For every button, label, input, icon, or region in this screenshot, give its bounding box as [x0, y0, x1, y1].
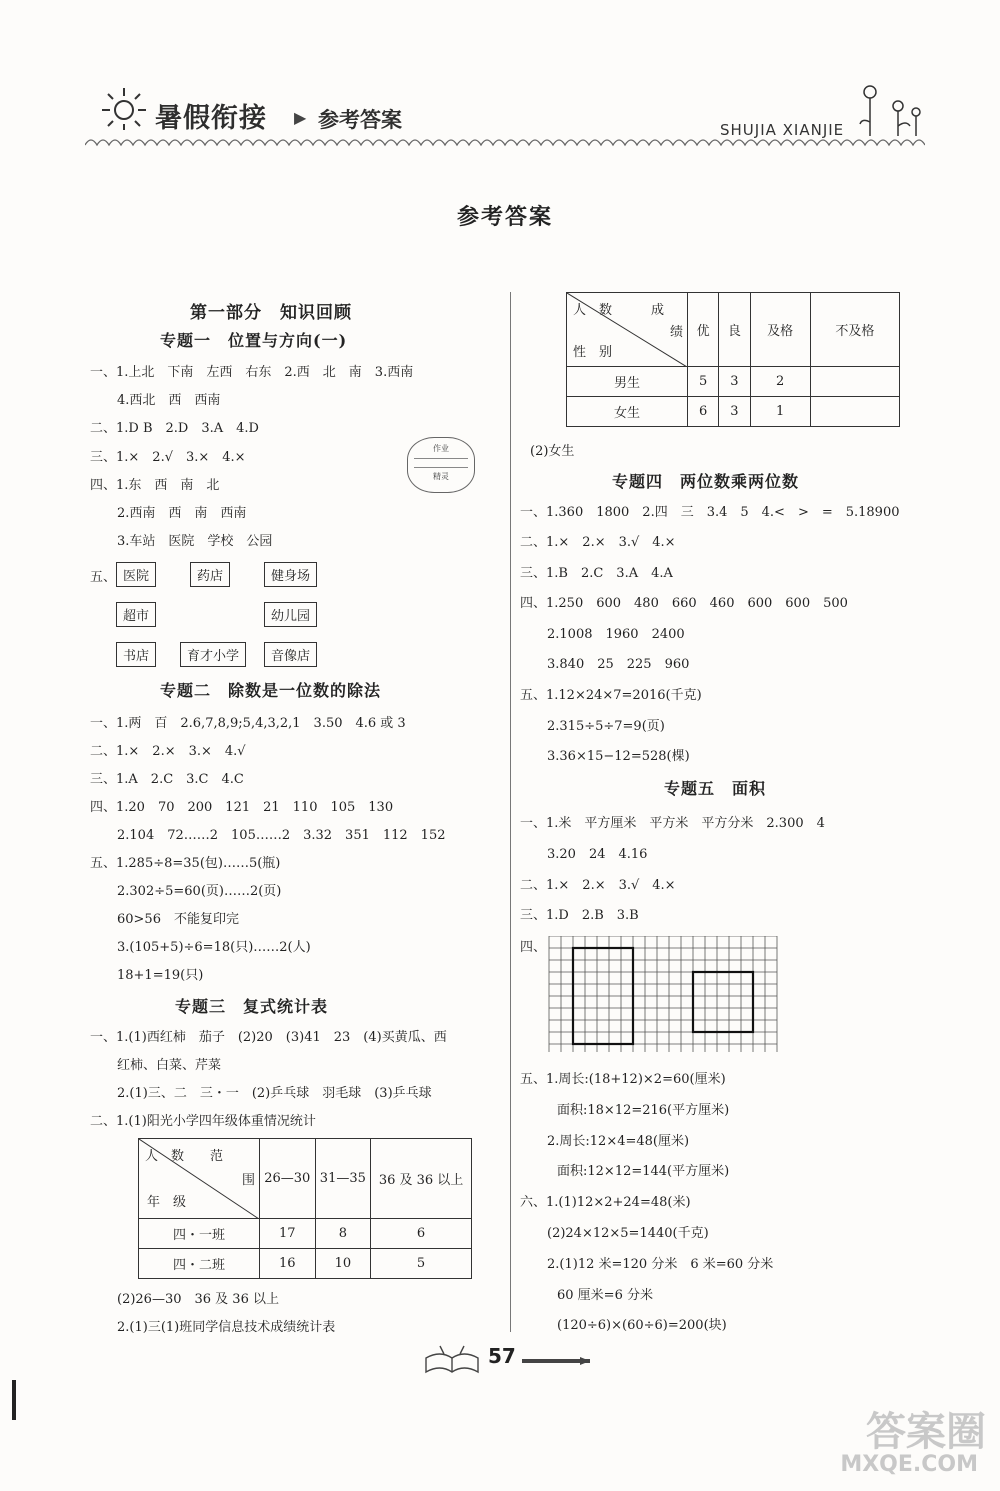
- header-wave-divider: [85, 137, 925, 151]
- table-row: [567, 397, 900, 427]
- topic3-title: 专题三 复式统计表: [175, 997, 329, 1016]
- table-cell: 6: [688, 397, 719, 427]
- part-title: 第一部分 知识回顾: [190, 303, 352, 323]
- table-header: 26—30: [260, 1139, 316, 1219]
- map-box-gym: 健身场: [264, 562, 317, 587]
- topic2-line: 2.302÷5=60(页)……2(页): [104, 884, 282, 899]
- topic5-line: 三、1.D 2.B 3.B: [520, 908, 639, 923]
- column-divider: [510, 292, 511, 1332]
- topic2-line: 一、1.两 百 2.6,7,8,9;5,4,3,2,1 3.50 4.6 或 3: [90, 716, 406, 731]
- topic1-title: 专题一 位置与方向(一): [160, 331, 348, 350]
- table-cell: 四・一班: [139, 1219, 260, 1249]
- table-corner: [567, 293, 688, 367]
- corner-label: 人 数 范: [145, 1149, 224, 1164]
- table-header: 31—35: [315, 1139, 371, 1219]
- topic5-line: 面积:18×12=216(平方厘米): [544, 1103, 730, 1118]
- page-title: 参考答案: [456, 204, 553, 230]
- table-header: 不及格: [810, 293, 899, 367]
- flowers-icon: [858, 82, 928, 138]
- topic5-line: 面积:12×12=144(平方厘米): [544, 1164, 730, 1179]
- topic4-line: 3.36×15−12=528(棵): [534, 749, 690, 764]
- table-cell: 四・二班: [139, 1249, 260, 1279]
- map-box-pharmacy: 药店: [190, 562, 230, 587]
- table-cell: 8: [315, 1219, 371, 1249]
- topic2-line: 3.(105+5)÷6=18(只)……2(人): [104, 940, 311, 955]
- topic1-line: 3.车站 医院 学校 公园: [104, 534, 273, 549]
- sun-logo-icon: [98, 86, 150, 132]
- stamp-text: 精灵: [433, 472, 449, 481]
- table-row: [139, 1219, 472, 1249]
- corner-label: 围: [241, 1173, 255, 1188]
- topic2-line: 三、1.A 2.C 3.C 4.C: [90, 772, 244, 787]
- page-number: 57: [488, 1344, 516, 1368]
- header-brand: 暑假衔接: [155, 103, 267, 134]
- table-cell: 3: [719, 397, 750, 427]
- stamp-text: 作业: [433, 444, 449, 453]
- topic4-line: 2.315÷5÷7=9(页): [534, 719, 665, 734]
- map-box-bookstore: 书店: [116, 642, 156, 667]
- map-box-supermarket: 超市: [116, 602, 156, 627]
- table-cell: 10: [315, 1249, 371, 1279]
- table-cell: 2: [750, 367, 810, 397]
- table-cell: [810, 397, 899, 427]
- topic5-line: 60 厘米=6 分米: [544, 1288, 653, 1303]
- stamp: [407, 437, 475, 493]
- header-pinyin: SHUJIA XIANJIE: [720, 121, 845, 139]
- table-cell: 5: [688, 367, 719, 397]
- watermark-logo: 答案圈: [866, 1409, 986, 1455]
- topic4-line: 一、1.360 1800 2.四 三 3.4 5 4.< > = 5.18900: [520, 505, 900, 520]
- topic3-line: (2)26—30 36 及 36 以上: [104, 1292, 279, 1307]
- topic4-line: 四、1.250 600 480 660 460 600 600 500: [520, 596, 848, 611]
- topic1-line: 四、1.东 西 南 北: [90, 478, 220, 493]
- topic5-line: (120÷6)×(60÷6)=200(块): [544, 1318, 727, 1333]
- binding-mark: [12, 1380, 16, 1420]
- corner-label: 性 别: [573, 345, 613, 360]
- topic2-line: 五、1.285÷8=35(包)……5(瓶): [90, 856, 281, 871]
- topic2-line: 18+1=19(只): [104, 968, 204, 983]
- topic3-line: 2.(1)三、二 三・一 (2)乒乓球 羽毛球 (3)乒乓球: [104, 1086, 432, 1101]
- table-corner: [139, 1139, 260, 1219]
- weight-table: [138, 1138, 472, 1279]
- topic2-title: 专题二 除数是一位数的除法: [160, 681, 382, 700]
- topic5-title: 专题五 面积: [664, 779, 767, 798]
- topic5-line: 一、1.米 平方厘米 平方米 平方分米 2.300 4: [520, 816, 825, 831]
- topic1-line: 4.西北 西 西南: [104, 393, 221, 408]
- map-box-hospital: 医院: [116, 562, 156, 587]
- topic5-line: 3.20 24 4.16: [534, 847, 648, 862]
- topic5-line: 二、1.× 2.× 3.√ 4.×: [520, 878, 676, 893]
- corner-label: 人 数 成: [573, 303, 665, 318]
- topic4-line: 二、1.× 2.× 3.√ 4.×: [520, 535, 676, 550]
- corner-label: 绩: [669, 325, 683, 340]
- table-cell: 17: [260, 1219, 316, 1249]
- topic2-line: 2.104 72……2 105……2 3.32 351 112 152: [104, 828, 446, 843]
- topic3-line: 二、1.(1)阳光小学四年级体重情况统计: [90, 1114, 316, 1129]
- after-table-line: (2)女生: [530, 444, 575, 459]
- table-cell: 6: [371, 1219, 472, 1249]
- watermark-url: MXQE.COM: [840, 1452, 978, 1477]
- topic1-line: 三、1.× 2.√ 3.× 4.×: [90, 450, 246, 465]
- pencil-icon: [520, 1354, 592, 1368]
- topic1-line: 一、1.上北 下南 左西 右东 2.西 北 南 3.西南: [90, 365, 414, 380]
- topic3-line: 一、1.(1)西红柿 茄子 (2)20 (3)41 23 (4)买黄瓜、西: [90, 1030, 447, 1045]
- table-header: 良: [719, 293, 750, 367]
- topic4-line: 2.1008 1960 2400: [534, 627, 685, 642]
- table-cell: 16: [260, 1249, 316, 1279]
- table-cell: 1: [750, 397, 810, 427]
- topic5-line: 六、1.(1)12×2+24=48(米): [520, 1195, 691, 1210]
- topic4-line: 五、1.12×24×7=2016(千克): [520, 688, 702, 703]
- table-cell: 男生: [567, 367, 688, 397]
- map-box-kindergarten: 幼儿园: [264, 602, 317, 627]
- book-icon: [420, 1336, 486, 1378]
- table-cell: 3: [719, 367, 750, 397]
- table-row: [567, 367, 900, 397]
- map-box-music-store: 音像店: [264, 642, 317, 667]
- topic5-line: 五、1.周长:(18+12)×2=60(厘米): [520, 1072, 726, 1087]
- area-grid-figure: [545, 936, 781, 1052]
- topic2-line: 二、1.× 2.× 3.× 4.√: [90, 744, 246, 759]
- topic4-line: 3.840 25 225 960: [534, 657, 690, 672]
- grade-table: [566, 292, 900, 427]
- table-header: 及格: [750, 293, 810, 367]
- map-box-school: 育才小学: [180, 642, 246, 667]
- topic5-line: 2.(1)12 米=120 分米 6 米=60 分米: [534, 1257, 774, 1272]
- table-cell: [810, 367, 899, 397]
- topic3-line: 2.(1)三(1)班同学信息技术成绩统计表: [104, 1320, 336, 1335]
- table-cell: 5: [371, 1249, 472, 1279]
- topic5-line: 2.周长:12×4=48(厘米): [534, 1134, 690, 1149]
- topic1-line: 二、1.D B 2.D 3.A 4.D: [90, 421, 259, 436]
- table-header: 36 及 36 以上: [371, 1139, 472, 1219]
- topic4-title: 专题四 两位数乘两位数: [612, 472, 800, 491]
- topic3-line: 红柿、白菜、芹菜: [104, 1058, 222, 1073]
- arrow-icon: ▶: [294, 108, 307, 127]
- corner-label: 年 级: [147, 1195, 187, 1210]
- topic2-line: 四、1.20 70 200 121 21 110 105 130: [90, 800, 394, 815]
- table-cell: 女生: [567, 397, 688, 427]
- topic2-line: 60>56 不能复印完: [104, 912, 239, 927]
- table-row: [139, 1249, 472, 1279]
- q4-label: 四、: [520, 940, 547, 955]
- topic1-line: 2.西南 西 南 西南: [104, 506, 247, 521]
- q5-label: 五、: [90, 570, 117, 585]
- table-header: 优: [688, 293, 719, 367]
- topic5-line: (2)24×12×5=1440(千克): [534, 1226, 709, 1241]
- topic4-line: 三、1.B 2.C 3.A 4.A: [520, 566, 673, 581]
- header-section: 参考答案: [318, 108, 402, 132]
